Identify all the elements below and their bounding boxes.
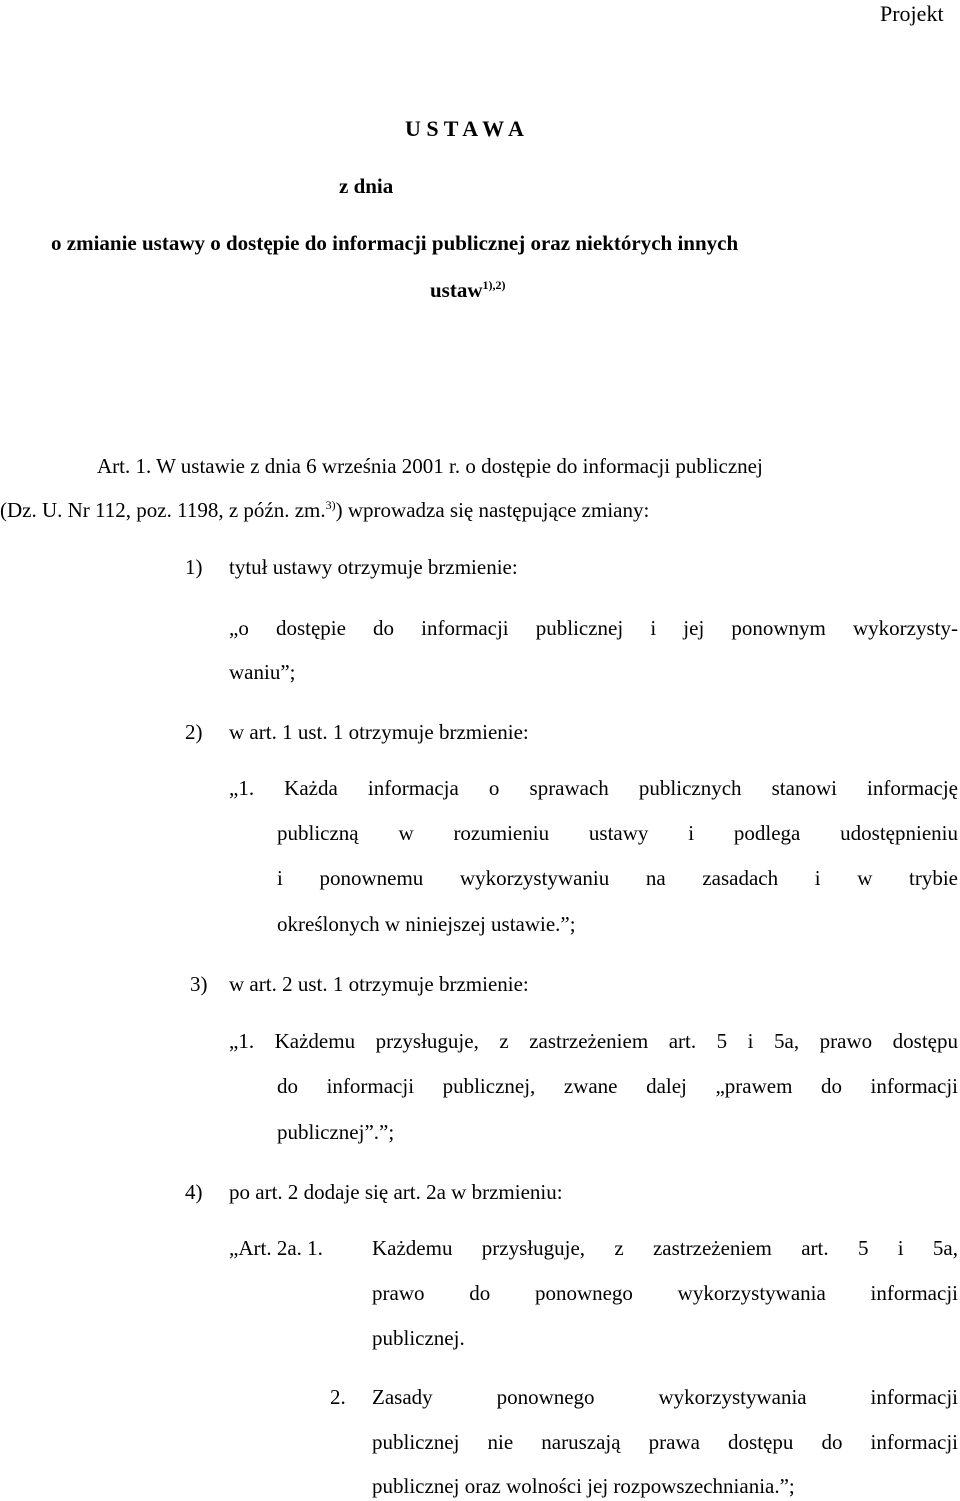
article-2a-para2-line2: publicznej nie naruszają prawa dostępu do informacji [372, 1430, 958, 1454]
point-2-quote-line2: publiczną w rozumieniu ustawy i podlega udostępnieniu [277, 821, 958, 845]
point-2-intro: w art. 1 ust. 1 otrzymuje brzmienie: [229, 720, 529, 744]
point-3-number: 3) [190, 972, 208, 996]
act-type-heading: U S T A W A [405, 116, 524, 141]
point-2-quote-line3: i ponownemu wykorzystywaniu na zasadach i w trybie [277, 866, 958, 890]
article-1-intro-tail: ) wprowadza się następujące zmiany: [335, 498, 650, 522]
point-3-quote-line3: publicznej”.”; [277, 1120, 395, 1144]
point-1-number: 1) [185, 555, 203, 579]
point-2-number: 2) [185, 720, 203, 744]
footnote-ref-1-2: 1),2) [482, 278, 506, 292]
act-subject-line2 [430, 276, 506, 304]
act-date-line: z dnia [339, 174, 394, 198]
article-2a-para2-line1: Zasady ponownego wykorzystywania informacji [372, 1385, 958, 1409]
point-4-number: 4) [185, 1180, 203, 1204]
point-2-quote-line1: „1. Każda informacja o sprawach publicznych stanowi informację [229, 776, 958, 800]
point-3-quote-line2: do informacji publicznej, zwane dalej „prawem do informacji [277, 1074, 958, 1098]
point-1-quote-line1: „o dostępie do informacji publicznej i jej ponownym wykorzysty- [229, 616, 958, 640]
act-subject-line1: o zmianie ustawy o dostępie do informacji publicznej oraz niektórych innych [51, 231, 739, 255]
footnote-ref-3: 3) [325, 498, 336, 512]
article-2a-para1-line2: prawo do ponownego wykorzystywania informacji [372, 1281, 958, 1305]
article-1-line1: Art. 1. W ustawie z dnia 6 września 2001 r. o dostępie do informacji publicznej [97, 454, 763, 478]
article-2a-para1-line1: Każdemu przysługuje, z zastrzeżeniem art. 5 i 5a, [372, 1236, 958, 1260]
point-1-quote-line2: waniu”; [229, 660, 296, 684]
article-2a-label: „Art. 2a. 1. [229, 1236, 323, 1260]
article-1-line2 [0, 496, 649, 524]
point-1-intro: tytuł ustawy otrzymuje brzmienie: [229, 555, 518, 579]
point-3-quote-line1: „1. Każdemu przysługuje, z zastrzeżeniem art. 5 i 5a, prawo dostępu [229, 1029, 958, 1053]
act-subject-word: ustaw [430, 278, 483, 302]
document-status-label: Projekt [880, 1, 944, 26]
article-2a-para2-number: 2. [330, 1385, 346, 1409]
article-2a-para1-line3: publicznej. [372, 1326, 465, 1350]
point-3-intro: w art. 2 ust. 1 otrzymuje brzmienie: [229, 972, 529, 996]
point-2-quote-line4: określonych w niniejszej ustawie.”; [277, 912, 576, 936]
point-4-intro: po art. 2 dodaje się art. 2a w brzmieniu: [229, 1180, 563, 1204]
article-1-citation: (Dz. U. Nr 112, poz. 1198, z późn. zm. [0, 498, 326, 522]
article-2a-para2-line3: publicznej oraz wolności jej rozpowszechniania.”; [372, 1474, 795, 1498]
